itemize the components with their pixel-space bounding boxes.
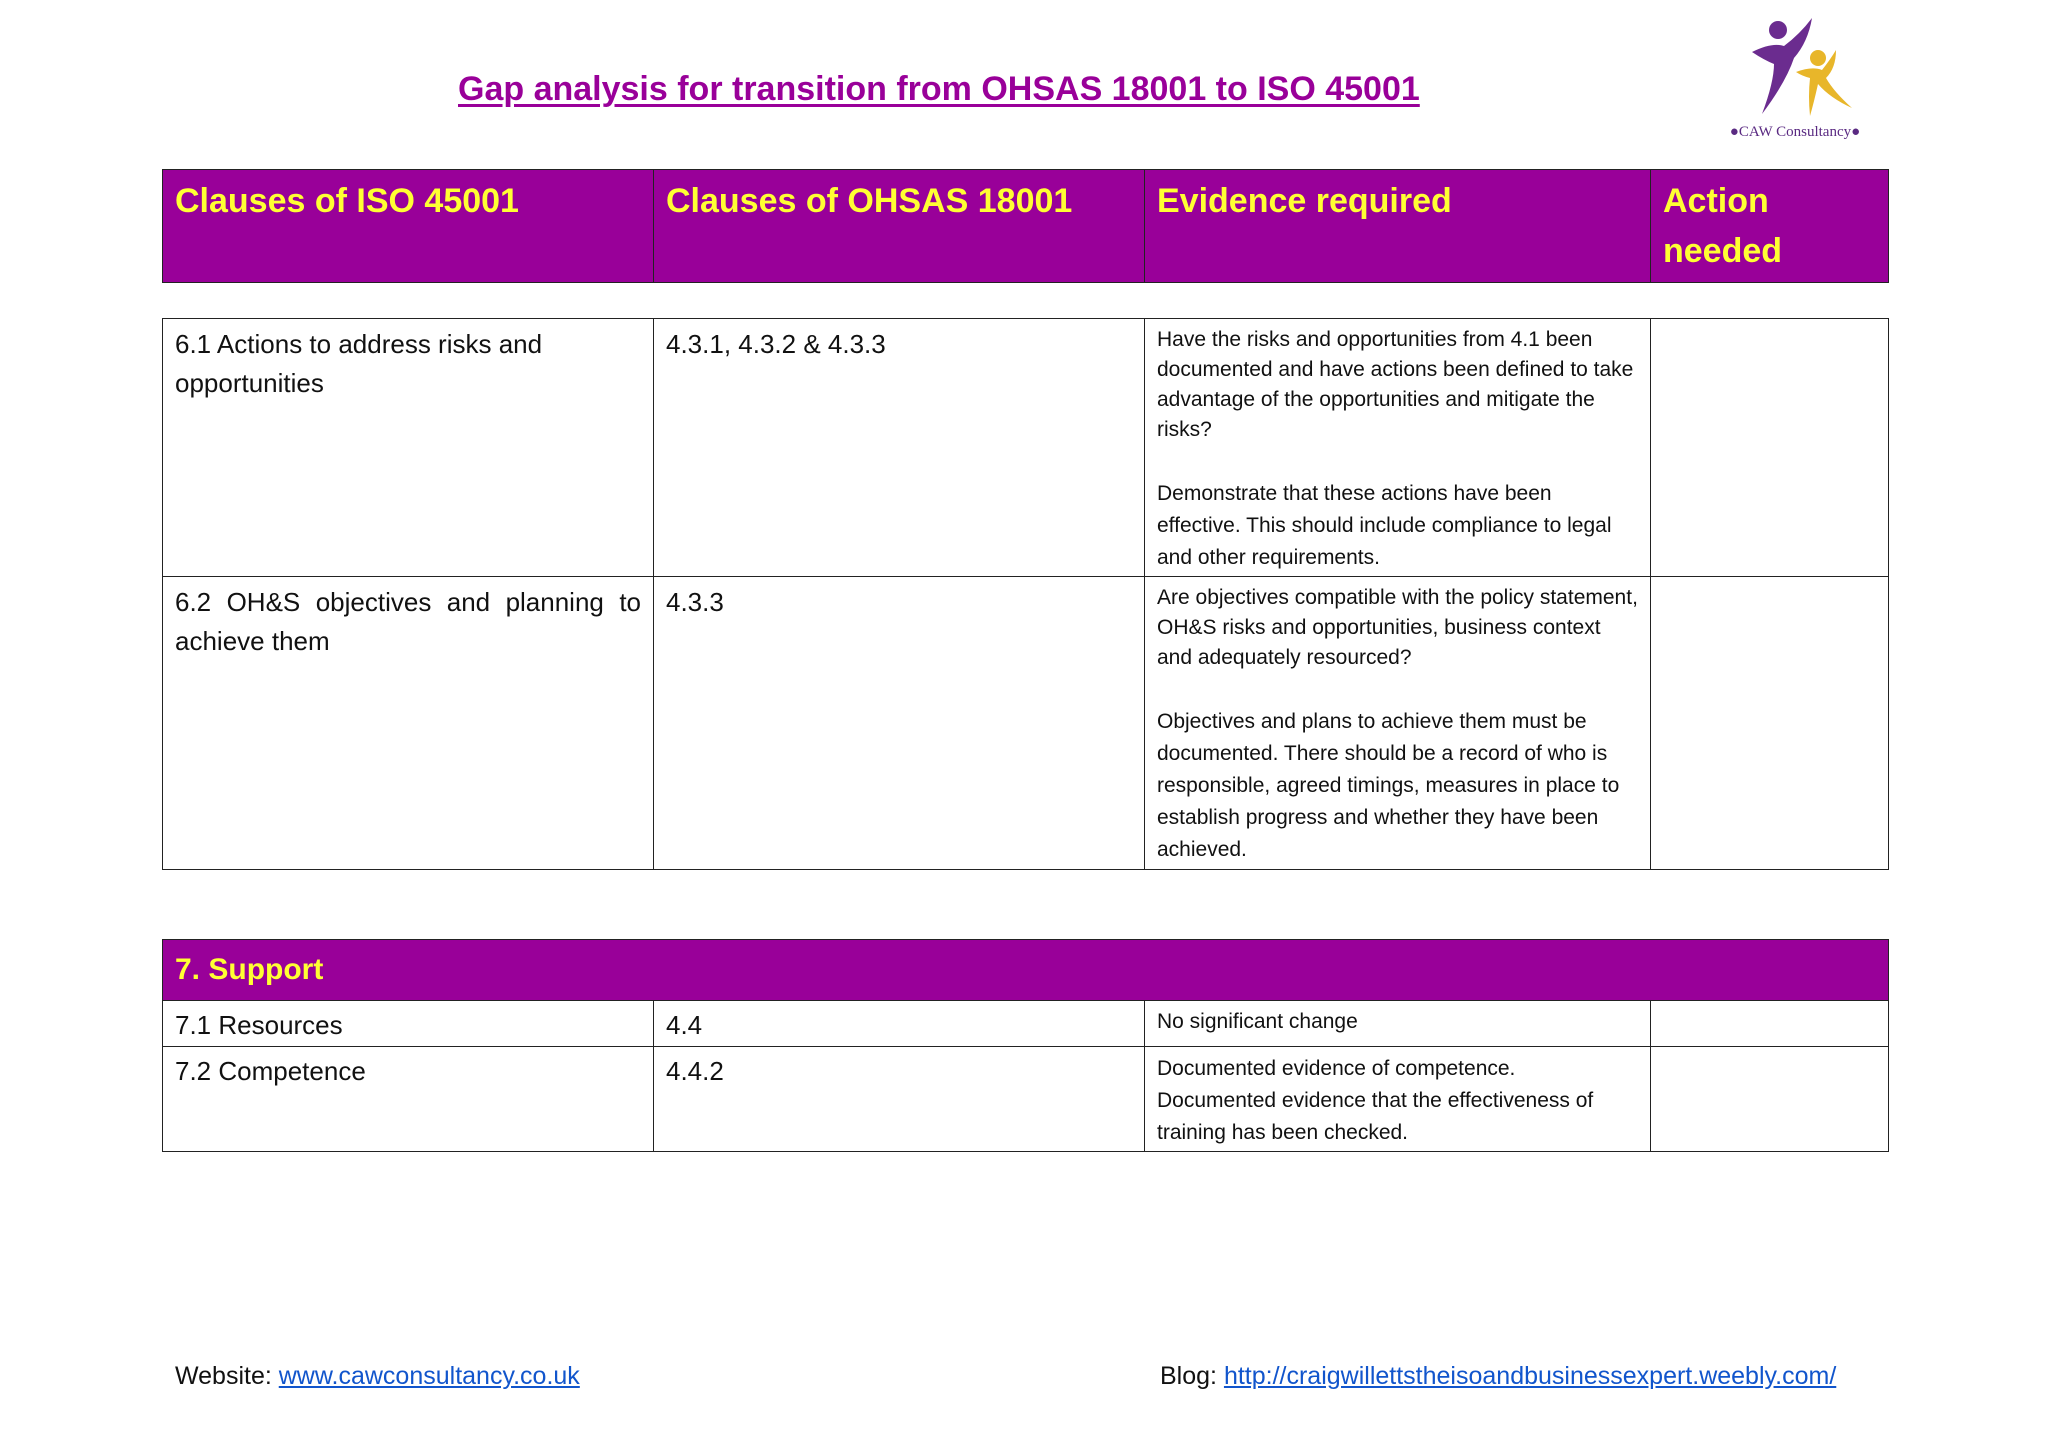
footer-blog bbox=[1160, 1362, 1836, 1391]
action-cell bbox=[1651, 1001, 1889, 1047]
evidence-cell: Documented evidence of competence. Documented evidence that the effectiveness of training has been checked. bbox=[1145, 1047, 1651, 1152]
evidence-text: Demonstrate that these actions have been effective. This should include compliance to legal and other requirements. bbox=[1157, 482, 1612, 569]
table-row bbox=[163, 1047, 1889, 1152]
evidence-cell bbox=[1145, 577, 1651, 870]
header-ohsas-clauses: Clauses of OHSAS 18001 bbox=[654, 170, 1145, 283]
evidence-cell: No significant change bbox=[1145, 1001, 1651, 1047]
table-row bbox=[163, 1001, 1889, 1047]
evidence-cell bbox=[1145, 319, 1651, 577]
header-table bbox=[162, 169, 1889, 283]
logo-text: ●CAW Consultancy● bbox=[1729, 124, 1861, 140]
iso-clause-text: achieve them bbox=[175, 626, 330, 656]
ohsas-clause-cell: 4.3.1, 4.3.2 & 4.3.3 bbox=[654, 319, 1145, 577]
website-label: Website: bbox=[175, 1362, 279, 1390]
website-link[interactable]: www.cawconsultancy.co.uk bbox=[278, 1362, 580, 1390]
iso-clause-cell bbox=[163, 577, 654, 870]
iso-clause-cell: 6.1 Actions to address risks and opportunities bbox=[163, 319, 654, 577]
page-title: Gap analysis for transition from OHSAS 18001 to ISO 45001 bbox=[458, 70, 1420, 108]
action-cell bbox=[1651, 319, 1889, 577]
footer-website bbox=[175, 1362, 580, 1391]
ohsas-clause-cell: 4.4 bbox=[654, 1001, 1145, 1047]
section-title-support: 7. Support bbox=[163, 940, 1889, 1001]
table-row bbox=[163, 319, 1889, 577]
table-row bbox=[163, 577, 1889, 870]
ohsas-clause-cell: 4.3.3 bbox=[654, 577, 1145, 870]
blog-link[interactable]: http://craigwillettstheisoandbusinessexpert.weebly.com/ bbox=[1223, 1362, 1837, 1390]
action-cell bbox=[1651, 1047, 1889, 1152]
header-evidence-required: Evidence required bbox=[1145, 170, 1651, 283]
iso-clause-text: 6.2 OH&S objectives and planning to bbox=[175, 587, 641, 617]
header-iso-clauses: Clauses of ISO 45001 bbox=[163, 170, 654, 283]
blog-label: Blog: bbox=[1160, 1362, 1224, 1390]
support-table bbox=[162, 939, 1889, 1152]
iso-clause-cell: 7.1 Resources bbox=[163, 1001, 654, 1047]
header-action-needed: Action needed bbox=[1651, 170, 1889, 283]
evidence-text: Are objectives compatible with the policy statement, OH&S risks and opportunities, business context and adequately resourced? bbox=[1157, 586, 1638, 669]
clause-6-table bbox=[162, 318, 1889, 870]
evidence-text: Objectives and plans to achieve them must be documented. There should be a record of who is responsible, agreed timings, measures in place to establish progress and whether they have been achieved. bbox=[1157, 710, 1620, 861]
action-cell bbox=[1651, 577, 1889, 870]
header-row bbox=[163, 170, 1889, 283]
evidence-text: Have the risks and opportunities from 4.1 been documented and have actions been defined to take advantage of the opportunities and mitigate the risks? bbox=[1157, 328, 1634, 441]
ohsas-clause-cell: 4.4.2 bbox=[654, 1047, 1145, 1152]
section-row bbox=[163, 940, 1889, 1001]
iso-clause-cell: 7.2 Competence bbox=[163, 1047, 654, 1152]
